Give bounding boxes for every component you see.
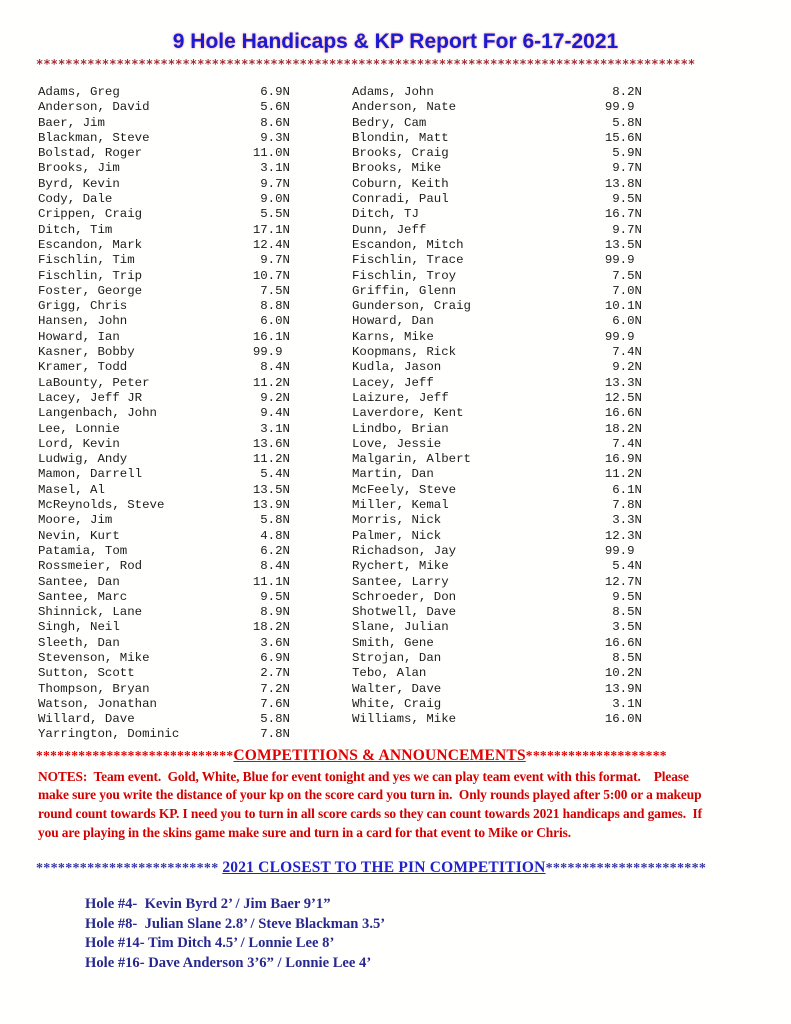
player-name: Kasner, Bobby bbox=[38, 345, 135, 360]
roster-column-left bbox=[38, 85, 290, 743]
player-handicap: 7.6N bbox=[252, 696, 290, 711]
roster-row bbox=[352, 146, 642, 161]
roster-row bbox=[352, 360, 642, 375]
player-name: Baer, Jim bbox=[38, 115, 105, 130]
player-handicap: 5.4N bbox=[252, 467, 290, 482]
roster-column-right bbox=[352, 85, 642, 743]
player-name: Watson, Jonathan bbox=[38, 696, 157, 711]
player-handicap: 9.0N bbox=[252, 192, 290, 207]
player-handicap: 12.5N bbox=[604, 390, 642, 405]
player-handicap: 99.9 bbox=[604, 100, 642, 115]
player-handicap: 9.7N bbox=[604, 161, 642, 176]
player-name: Santee, Marc bbox=[38, 589, 128, 604]
player-handicap: 7.5N bbox=[252, 283, 290, 298]
player-name: Anderson, Nate bbox=[352, 100, 457, 115]
roster-row bbox=[38, 575, 290, 590]
player-handicap: 9.3N bbox=[252, 130, 290, 145]
roster-row bbox=[38, 207, 290, 222]
player-handicap: 16.0N bbox=[604, 712, 642, 727]
roster-row bbox=[38, 697, 290, 712]
player-handicap: 5.8N bbox=[252, 513, 290, 528]
player-name: Byrd, Kevin bbox=[38, 176, 120, 191]
player-handicap: 3.5N bbox=[604, 620, 642, 635]
player-handicap: 6.1N bbox=[604, 482, 642, 497]
player-handicap: 8.8N bbox=[252, 299, 290, 314]
player-handicap: 3.1N bbox=[604, 696, 642, 711]
roster-row bbox=[38, 467, 290, 482]
player-name: Moore, Jim bbox=[38, 513, 113, 528]
roster-row bbox=[38, 161, 290, 176]
player-name: Anderson, David bbox=[38, 100, 150, 115]
roster-row bbox=[352, 682, 642, 697]
roster-row bbox=[38, 605, 290, 620]
player-handicap: 9.7N bbox=[252, 253, 290, 268]
roster-row bbox=[352, 238, 642, 253]
player-handicap: 10.1N bbox=[604, 299, 642, 314]
report-title: 9 Hole Handicaps & KP Report For 6-17-2021 bbox=[172, 30, 619, 53]
roster-row bbox=[38, 223, 290, 238]
player-handicap: 9.5N bbox=[252, 589, 290, 604]
roster-row bbox=[352, 452, 642, 467]
pin-stars-right: ********************** bbox=[545, 861, 707, 877]
roster-row bbox=[352, 299, 642, 314]
player-name: Langenbach, John bbox=[38, 406, 157, 421]
player-name: Schroeder, Don bbox=[352, 589, 457, 604]
player-name: Masel, Al bbox=[38, 482, 105, 497]
player-name: Adams, Greg bbox=[38, 85, 120, 99]
roster-row bbox=[352, 161, 642, 176]
roster-row bbox=[352, 269, 642, 284]
player-handicap: 6.0N bbox=[604, 314, 642, 329]
player-name: Rychert, Mike bbox=[352, 559, 449, 574]
roster-row bbox=[352, 85, 642, 100]
player-handicap: 8.9N bbox=[252, 605, 290, 620]
player-handicap: 99.9 bbox=[252, 345, 290, 360]
roster-row bbox=[352, 529, 642, 544]
player-name: Ludwig, Andy bbox=[38, 452, 128, 467]
player-name: Shinnick, Lane bbox=[38, 605, 143, 620]
player-name: Grigg, Chris bbox=[38, 299, 128, 314]
player-name: Slane, Julian bbox=[352, 620, 449, 635]
player-handicap: 3.6N bbox=[252, 635, 290, 650]
kp-result: Hole #16- Dave Anderson 3’6” / Lonnie Lee 4’ bbox=[85, 954, 372, 971]
player-handicap: 12.4N bbox=[252, 237, 290, 252]
player-name: Lacey, Jeff bbox=[352, 375, 434, 390]
roster-row bbox=[38, 513, 290, 528]
player-handicap: 6.9N bbox=[252, 85, 290, 99]
competitions-header-label: COMPETITIONS & ANNOUNCEMENTS bbox=[233, 746, 526, 764]
roster-row bbox=[352, 575, 642, 590]
roster-row bbox=[38, 406, 290, 421]
roster-row bbox=[352, 376, 642, 391]
player-handicap: 6.9N bbox=[252, 650, 290, 665]
roster-row bbox=[38, 284, 290, 299]
roster-row bbox=[38, 651, 290, 666]
player-handicap: 5.5N bbox=[252, 207, 290, 222]
roster-row bbox=[352, 192, 642, 207]
player-handicap: 13.9N bbox=[604, 681, 642, 696]
player-handicap: 99.9 bbox=[604, 329, 642, 344]
player-name: Malgarin, Albert bbox=[352, 452, 471, 467]
roster-row bbox=[352, 177, 642, 192]
player-name: Lee, Lonnie bbox=[38, 421, 120, 436]
player-handicap: 17.1N bbox=[252, 222, 290, 237]
player-handicap: 8.5N bbox=[604, 605, 642, 620]
roster-row bbox=[38, 299, 290, 314]
player-name: Thompson, Bryan bbox=[38, 681, 150, 696]
player-name: White, Craig bbox=[352, 696, 442, 711]
player-name: Howard, Ian bbox=[38, 329, 120, 344]
player-name: Stevenson, Mike bbox=[38, 650, 150, 665]
player-handicap: 13.3N bbox=[604, 375, 642, 390]
roster-row bbox=[352, 620, 642, 635]
roster-row bbox=[352, 207, 642, 222]
handicap-roster bbox=[38, 85, 791, 743]
player-handicap: 16.6N bbox=[604, 406, 642, 421]
player-name: Shotwell, Dave bbox=[352, 605, 457, 620]
player-name: Tebo, Alan bbox=[352, 666, 427, 681]
kp-result: Hole #14- Tim Ditch 4.5’ / Lonnie Lee 8’ bbox=[85, 935, 335, 952]
player-name: Blondin, Matt bbox=[352, 130, 449, 145]
roster-row bbox=[38, 330, 290, 345]
player-name: Brooks, Craig bbox=[352, 146, 449, 161]
roster-row bbox=[352, 666, 642, 681]
player-handicap: 16.6N bbox=[604, 635, 642, 650]
player-handicap: 11.2N bbox=[252, 375, 290, 390]
player-name: Bolstad, Roger bbox=[38, 146, 143, 161]
player-handicap: 13.5N bbox=[252, 482, 290, 497]
roster-row bbox=[38, 636, 290, 651]
roster-row bbox=[38, 620, 290, 635]
roster-row bbox=[352, 422, 642, 437]
player-name: Bedry, Cam bbox=[352, 115, 427, 130]
player-name: Lord, Kevin bbox=[38, 436, 120, 451]
roster-row bbox=[352, 467, 642, 482]
player-name: Rossmeier, Rod bbox=[38, 559, 143, 574]
roster-row bbox=[38, 422, 290, 437]
player-name: Karns, Mike bbox=[352, 329, 434, 344]
player-name: Gunderson, Craig bbox=[352, 299, 471, 314]
player-name: Lindbo, Brian bbox=[352, 421, 449, 436]
player-handicap: 18.2N bbox=[604, 421, 642, 436]
player-name: Brooks, Mike bbox=[352, 161, 442, 176]
roster-row bbox=[352, 345, 642, 360]
player-name: Nevin, Kurt bbox=[38, 528, 120, 543]
player-handicap: 8.4N bbox=[252, 559, 290, 574]
player-name: Foster, George bbox=[38, 283, 143, 298]
player-name: Laizure, Jeff bbox=[352, 390, 449, 405]
notes-paragraph bbox=[38, 768, 766, 842]
roster-row bbox=[38, 238, 290, 253]
player-handicap: 15.6N bbox=[604, 130, 642, 145]
player-handicap: 12.7N bbox=[604, 574, 642, 589]
roster-row bbox=[38, 253, 290, 268]
player-handicap: 13.8N bbox=[604, 176, 642, 191]
player-handicap: 5.6N bbox=[252, 100, 290, 115]
roster-row bbox=[38, 437, 290, 452]
roster-row bbox=[352, 284, 642, 299]
player-handicap: 7.2N bbox=[252, 681, 290, 696]
roster-row bbox=[38, 590, 290, 605]
roster-row bbox=[38, 712, 290, 727]
player-name: Dunn, Jeff bbox=[352, 222, 427, 237]
player-handicap: 7.4N bbox=[604, 345, 642, 360]
player-name: Williams, Mike bbox=[352, 712, 457, 727]
player-name: Escandon, Mark bbox=[38, 237, 143, 252]
player-handicap: 13.6N bbox=[252, 436, 290, 451]
notes-line: make sure you write the distance of your kp on the score card you turn in. Only rounds played after 5:00 or a makeup bbox=[38, 787, 702, 803]
roster-row bbox=[38, 146, 290, 161]
player-name: Cody, Dale bbox=[38, 192, 113, 207]
player-name: Hansen, John bbox=[38, 314, 128, 329]
player-name: Yarrington, Dominic bbox=[38, 727, 180, 742]
roster-row bbox=[38, 682, 290, 697]
pin-stars-left: ************************* bbox=[36, 861, 223, 877]
roster-row bbox=[38, 116, 290, 131]
player-name: Fischlin, Troy bbox=[352, 268, 457, 283]
player-name: Willard, Dave bbox=[38, 712, 135, 727]
player-name: Martin, Dan bbox=[352, 467, 434, 482]
player-name: Coburn, Keith bbox=[352, 176, 449, 191]
player-handicap: 13.5N bbox=[604, 237, 642, 252]
roster-row bbox=[38, 452, 290, 467]
roster-row bbox=[352, 223, 642, 238]
notes-line: NOTES: Team event. Gold, White, Blue for event tonight and yes we can play team event with this format. Please bbox=[38, 768, 689, 784]
player-handicap: 13.9N bbox=[252, 498, 290, 513]
roster-row bbox=[38, 544, 290, 559]
player-name: Walter, Dave bbox=[352, 681, 442, 696]
player-handicap: 18.2N bbox=[252, 620, 290, 635]
player-handicap: 6.2N bbox=[252, 543, 290, 558]
player-handicap: 8.4N bbox=[252, 360, 290, 375]
player-name: Conradi, Paul bbox=[352, 192, 449, 207]
player-handicap: 11.2N bbox=[252, 452, 290, 467]
player-handicap: 5.9N bbox=[604, 146, 642, 161]
player-name: Laverdore, Kent bbox=[352, 406, 464, 421]
roster-row bbox=[352, 406, 642, 421]
roster-row bbox=[352, 314, 642, 329]
player-handicap: 99.9 bbox=[604, 253, 642, 268]
player-name: Kudla, Jason bbox=[352, 360, 442, 375]
player-handicap: 10.7N bbox=[252, 268, 290, 283]
player-name: Love, Jessie bbox=[352, 436, 442, 451]
player-handicap: 9.4N bbox=[252, 406, 290, 421]
player-handicap: 7.5N bbox=[604, 268, 642, 283]
player-name: Fischlin, Trip bbox=[38, 268, 143, 283]
player-name: Santee, Dan bbox=[38, 574, 120, 589]
roster-row bbox=[38, 559, 290, 574]
player-handicap: 5.8N bbox=[252, 712, 290, 727]
player-handicap: 11.0N bbox=[252, 146, 290, 161]
player-name: Fischlin, Tim bbox=[38, 253, 135, 268]
competitions-stars-left: **************************** bbox=[36, 747, 234, 763]
player-name: Richadson, Jay bbox=[352, 543, 457, 558]
player-handicap: 9.7N bbox=[252, 176, 290, 191]
roster-row bbox=[352, 697, 642, 712]
roster-row bbox=[38, 85, 290, 100]
player-name: Escandon, Mitch bbox=[352, 237, 464, 252]
roster-row bbox=[352, 330, 642, 345]
player-handicap: 11.1N bbox=[252, 574, 290, 589]
player-handicap: 9.5N bbox=[604, 589, 642, 604]
player-name: Adams, John bbox=[352, 85, 434, 99]
player-name: Ditch, TJ bbox=[352, 207, 419, 222]
roster-row bbox=[38, 376, 290, 391]
player-name: McReynolds, Steve bbox=[38, 498, 165, 513]
player-handicap: 10.2N bbox=[604, 666, 642, 681]
player-handicap: 2.7N bbox=[252, 666, 290, 681]
player-name: Patamia, Tom bbox=[38, 543, 128, 558]
player-handicap: 8.6N bbox=[252, 115, 290, 130]
player-name: Santee, Larry bbox=[352, 574, 449, 589]
player-handicap: 11.2N bbox=[604, 467, 642, 482]
player-handicap: 5.4N bbox=[604, 559, 642, 574]
roster-row bbox=[352, 437, 642, 452]
pin-competition-header bbox=[36, 858, 791, 878]
player-name: Palmer, Nick bbox=[352, 528, 442, 543]
player-name: McFeely, Steve bbox=[352, 482, 457, 497]
notes-line: you are playing in the skins game make sure and turn in a card for that event to Mike or Chris. bbox=[38, 824, 571, 840]
roster-row bbox=[352, 636, 642, 651]
player-handicap: 7.4N bbox=[604, 436, 642, 451]
player-name: Howard, Dan bbox=[352, 314, 434, 329]
roster-row bbox=[38, 360, 290, 375]
player-handicap: 16.7N bbox=[604, 207, 642, 222]
kp-results-list bbox=[85, 895, 791, 973]
player-handicap: 6.0N bbox=[252, 314, 290, 329]
player-handicap: 8.2N bbox=[604, 85, 642, 99]
roster-row bbox=[38, 192, 290, 207]
kp-result: Hole #4- Kevin Byrd 2’ / Jim Baer 9’1” bbox=[85, 896, 331, 913]
player-handicap: 5.8N bbox=[604, 115, 642, 130]
divider-stars-top: ****************************************************************************************** bbox=[36, 57, 696, 71]
player-handicap: 9.5N bbox=[604, 192, 642, 207]
player-name: Blackman, Steve bbox=[38, 130, 150, 145]
roster-row bbox=[352, 544, 642, 559]
player-name: Miller, Kemal bbox=[352, 498, 449, 513]
player-handicap: 4.8N bbox=[252, 528, 290, 543]
roster-row bbox=[38, 666, 290, 681]
player-name: Brooks, Jim bbox=[38, 161, 120, 176]
competitions-header bbox=[36, 747, 791, 765]
player-handicap: 8.5N bbox=[604, 650, 642, 665]
player-handicap: 3.1N bbox=[252, 161, 290, 176]
roster-row bbox=[38, 529, 290, 544]
player-name: Singh, Neil bbox=[38, 620, 120, 635]
roster-row bbox=[352, 559, 642, 574]
player-name: Fischlin, Trace bbox=[352, 253, 464, 268]
player-name: Smith, Gene bbox=[352, 635, 434, 650]
roster-row bbox=[352, 483, 642, 498]
player-handicap: 16.1N bbox=[252, 329, 290, 344]
roster-row bbox=[352, 498, 642, 513]
pin-competition-header-label: 2021 CLOSEST TO THE PIN COMPETITION bbox=[222, 859, 546, 877]
player-name: Strojan, Dan bbox=[352, 650, 442, 665]
player-name: Ditch, Tim bbox=[38, 222, 113, 237]
player-handicap: 7.8N bbox=[252, 727, 290, 742]
player-handicap: 9.2N bbox=[252, 390, 290, 405]
roster-row bbox=[38, 345, 290, 360]
player-handicap: 3.3N bbox=[604, 513, 642, 528]
player-name: Griffin, Glenn bbox=[352, 283, 457, 298]
player-handicap: 9.2N bbox=[604, 360, 642, 375]
roster-row bbox=[352, 513, 642, 528]
roster-row bbox=[352, 100, 642, 115]
roster-row bbox=[38, 100, 290, 115]
player-handicap: 16.9N bbox=[604, 452, 642, 467]
roster-row bbox=[38, 483, 290, 498]
player-name: Morris, Nick bbox=[352, 513, 442, 528]
roster-row bbox=[352, 391, 642, 406]
player-name: Crippen, Craig bbox=[38, 207, 143, 222]
player-name: Sleeth, Dan bbox=[38, 635, 120, 650]
notes-line: round count towards KP. I need you to turn in all score cards so they can count towards 2021 handicaps and games. If bbox=[38, 805, 702, 821]
roster-row bbox=[38, 727, 290, 742]
player-handicap: 12.3N bbox=[604, 528, 642, 543]
player-name: Lacey, Jeff JR bbox=[38, 390, 143, 405]
roster-row bbox=[352, 253, 642, 268]
player-name: Kramer, Todd bbox=[38, 360, 128, 375]
roster-row bbox=[38, 269, 290, 284]
player-handicap: 3.1N bbox=[252, 421, 290, 436]
player-name: Mamon, Darrell bbox=[38, 467, 143, 482]
player-handicap: 9.7N bbox=[604, 222, 642, 237]
roster-row bbox=[38, 131, 290, 146]
roster-row bbox=[352, 590, 642, 605]
roster-row bbox=[38, 314, 290, 329]
roster-row bbox=[352, 116, 642, 131]
player-handicap: 7.8N bbox=[604, 498, 642, 513]
player-handicap: 99.9 bbox=[604, 543, 642, 558]
roster-row bbox=[38, 498, 290, 513]
competitions-stars-right: ******************** bbox=[525, 747, 667, 763]
kp-result: Hole #8- Julian Slane 2.8’ / Steve Blackman 3.5’ bbox=[85, 915, 386, 932]
player-name: LaBounty, Peter bbox=[38, 375, 150, 390]
roster-row bbox=[352, 131, 642, 146]
roster-row bbox=[38, 177, 290, 192]
player-name: Koopmans, Rick bbox=[352, 345, 457, 360]
roster-row bbox=[352, 605, 642, 620]
player-handicap: 7.0N bbox=[604, 283, 642, 298]
roster-row bbox=[38, 391, 290, 406]
roster-row bbox=[352, 712, 642, 727]
player-name: Sutton, Scott bbox=[38, 666, 135, 681]
roster-row bbox=[352, 651, 642, 666]
